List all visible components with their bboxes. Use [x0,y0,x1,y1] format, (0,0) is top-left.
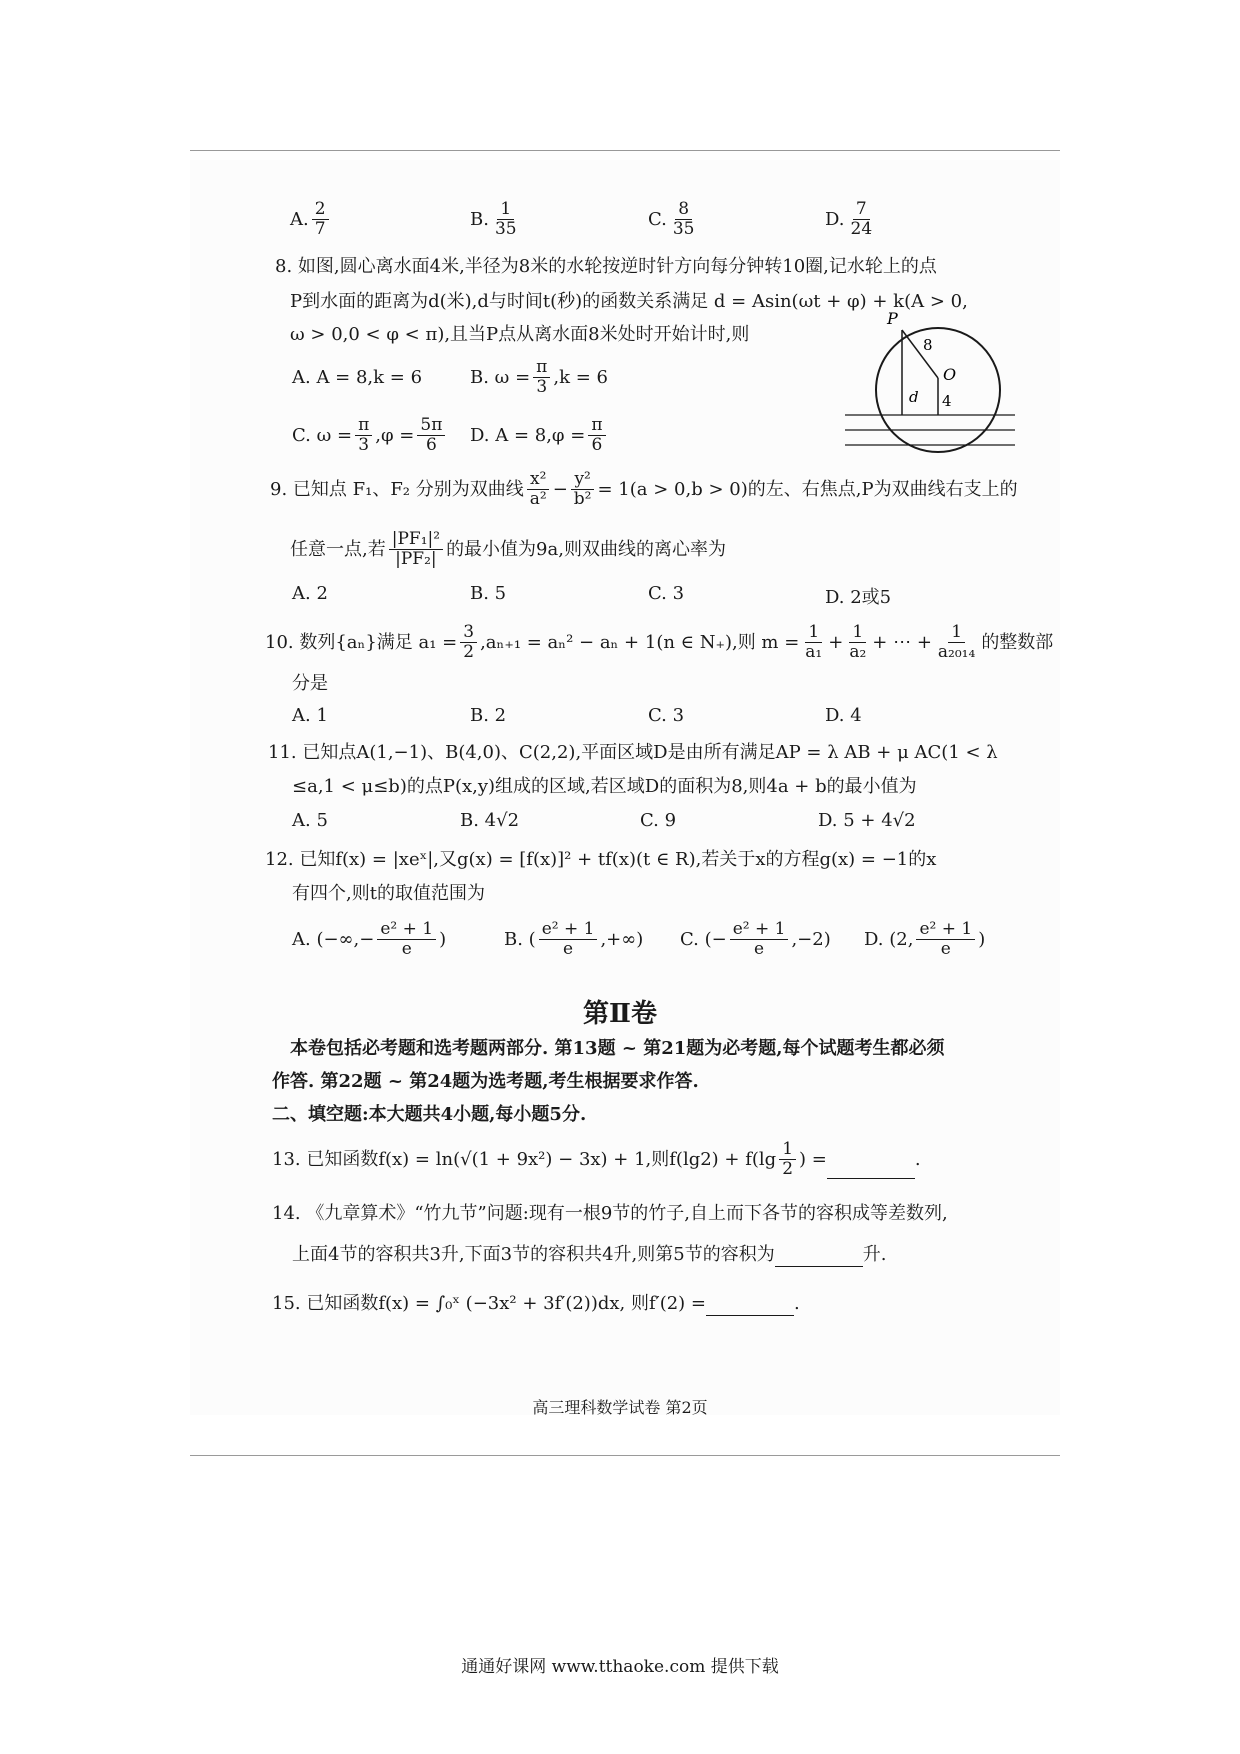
q11-line1: 11. 已知点A(1,−1)、B(4,0)、C(2,2),平面区域D是由所有满足AP = λ AB + μ AC(1 < λ [268,742,998,763]
q12-option-d: D. (2, $\frac{\text{e² + 1}}{e}$ ) [864,919,986,959]
radius-po [902,330,938,378]
q12-option-b: B. ( $\frac{\text{e² + 1}}{e}$ ,+∞) [504,919,644,959]
q11-option-d: D. 5 + 4√2 [818,810,916,831]
q8-line3: ω > 0,0 < φ < π),且当P点从离水面8米处时开始计时,则 [290,324,750,345]
label-d: d [909,388,919,406]
q7-option-a: A. $\frac{2}{7}$ [290,200,332,239]
q10-line1: 10. 数列{aₙ}满足 a₁ = $\frac{3}{2}$ ,aₙ₊₁ = aₙ² − aₙ + 1(n ∈ N₊),则 m = $\frac{1}{\text{a₁}}$ + $\frac{1}{\text{a₂}}$ + ⋯ + $\frac{1}{\text{a₂₀₁₄}}$ 的整数部 [265,622,1054,662]
label-o: O [943,365,957,384]
section-intro-1: 本卷包括必考题和选考题两部分. 第13题 ~ 第21题为必考题,每个试题考生都必须 [290,1038,945,1059]
page-footer: 高三理科数学试卷 第2页 [532,1398,708,1417]
q10-line2: 分是 [292,673,328,694]
q10-option-a: A. 1 [292,705,328,726]
q12-option-c: C. (− $\frac{\text{e² + 1}}{e}$ ,−2) [680,919,831,959]
q8-option-c: C. ω = $\frac{\pi}{3}$ ,φ = $\frac{5\pi}{6}$ [292,416,448,455]
section-title: 第Ⅱ卷 [583,999,657,1029]
q10-option-b: B. 2 [470,705,507,726]
q12-line2: 有四个,则t的取值范围为 [292,883,485,904]
q9-option-d: D. 2或5 [825,587,892,608]
q9-line1: 9. 已知点 F₁、F₂ 分别为双曲线 $\frac{\text{x²}}{\text{a²}}$ − $\frac{\text{y²}}{\text{b²}}$ = 1(a > 0,b > 0)的左、右焦点,P为双曲线右支上的 [270,469,1018,509]
q8-line2: P到水面的距离为d(米),d与时间t(秒)的函数关系满足 d = Asin(ωt + φ) + k(A > 0, [290,291,968,312]
q8-option-b: B. ω = $\frac{\pi}{3}$ ,k = 6 [470,357,608,397]
q12-option-a: A. (−∞,− $\frac{\text{e² + 1}}{e}$ ) [292,919,447,959]
q12-line1: 12. 已知f(x) = |xeˣ|,又g(x) = [f(x)]² + tf(x)(t ∈ R),若关于x的方程g(x) = −1的x [265,849,937,870]
download-credit: 通通好课网 www.tthaoke.com 提供下载 [461,1657,779,1677]
q8-line1: 8. 如图,圆心离水面4米,半径为8米的水轮按逆时针方向每分钟转10圈,记水轮上的点 [275,256,937,277]
q11-option-c: C. 9 [640,810,677,831]
label-r: 8 [923,336,933,354]
q10-option-d: D. 4 [825,705,862,726]
answer-blank [775,1248,863,1267]
q7-option-d: D. $\frac{7}{24}$ [825,199,873,239]
q14-line2: 上面4节的容积共3升,下面3节的容积共4升,则第5节的容积为 升. [292,1244,887,1265]
q14-line1: 14. 《九章算术》“竹九节”问题:现有一根9节的竹子,自上而下各节的容积成等差数列, [272,1203,948,1224]
fill-blank-heading: 二、填空题:本大题共4小题,每小题5分. [272,1104,587,1125]
q9-option-b: B. 5 [470,583,507,604]
q15: 15. 已知函数f(x) = ∫₀ˣ (−3x² + 3f′(2))dx, 则f′(2) = . [272,1293,800,1314]
q10-option-c: C. 3 [648,705,685,726]
bottom-rule [190,1455,1060,1456]
answer-blank [827,1160,915,1179]
q9-option-a: A. 2 [292,583,328,604]
water-wheel-figure [845,310,1015,460]
q8-option-d: D. A = 8,φ = $\frac{\pi}{6}$ [470,416,609,455]
q7-option-c: C. $\frac{8}{35}$ [648,199,695,239]
q13: 13. 已知函数f(x) = ln(√(1 + 9x²) − 3x) + 1,则f(lg2) + f(lg $\frac{1}{2}$ ) = . [272,1139,921,1179]
q11-option-b: B. 4√2 [460,810,520,831]
q11-line2: ≤a,1 < μ≤b)的点P(x,y)组成的区域,若区域D的面积为8,则4a + b的最小值为 [292,776,917,797]
top-rule [190,150,1060,151]
answer-blank [706,1297,794,1316]
q11-option-a: A. 5 [292,810,328,831]
label-h: 4 [942,392,952,410]
q8-option-a: A. A = 8,k = 6 [292,367,423,388]
section-intro-2: 作答. 第22题 ~ 第24题为选考题,考生根据要求作答. [272,1071,699,1092]
q9-line2: 任意一点,若 $\frac{\text{|PF₁|²}}{\text{|PF₂|}}$ 的最小值为9a,则双曲线的离心率为 [290,529,726,569]
label-p: P [887,310,898,328]
q7-option-b: B. $\frac{1}{35}$ [470,199,517,239]
q9-option-c: C. 3 [648,583,685,604]
